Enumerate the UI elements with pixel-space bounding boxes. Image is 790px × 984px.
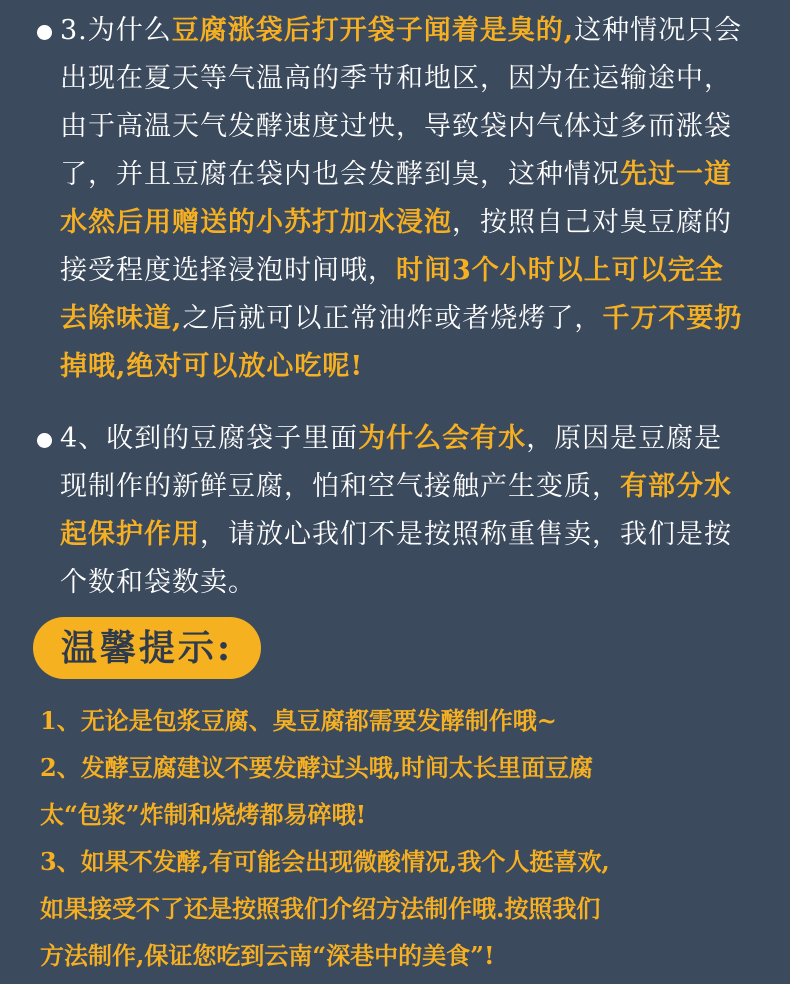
tip-line: 太“包浆”炸制和烧烤都易碎哦! xyxy=(40,800,367,829)
tip-line: 如果接受不了还是按照我们介绍方法制作哦.按照我们 xyxy=(40,894,601,923)
item-3-highlight-2: 先过一道水然后用赠送的小苏打加水浸泡 xyxy=(60,159,732,238)
item-4-highlight-2: 有部分水起保护作用 xyxy=(60,471,732,550)
paragraph-item-4 xyxy=(60,415,750,607)
item-3-highlight-3: 时间3个小时以上可以完全去除味道, xyxy=(60,255,724,334)
item-3-text-3: 之后就可以正常油炸或者烧烤了， xyxy=(182,303,603,334)
tips-badge: 温馨提示: xyxy=(33,617,261,679)
tip-line: 方法制作,保证您吃到云南“深巷中的美食”! xyxy=(40,941,495,970)
tip-line: 1、无论是包浆豆腐、臭豆腐都需要发酵制作哦~ xyxy=(40,706,557,735)
tip-line: 2、发酵豆腐建议不要发酵过头哦,时间太长里面豆腐 xyxy=(40,753,594,782)
item-4-text-1: ，原因是豆腐是现制作的新鲜豆腐，怕和空气接触产生变质， xyxy=(60,423,723,502)
item-3-highlight-1: 豆腐涨袋后打开袋子闻着是臭的, xyxy=(171,15,575,46)
item-3-text-1: 这种情况只会出现在夏天等气温高的季节和地区，因为在运输途中，由于高温天气发酵速度过快，导致袋内气体过多而涨袋了，并且豆腐在袋内也会发酵到臭，这种情况 xyxy=(60,15,743,190)
paragraph-item-3 xyxy=(60,7,750,391)
item-3-text-2: ，按照自己对臭豆腐的接受程度选择浸泡时间哦， xyxy=(60,207,732,286)
item-3-prefix: 3.为什么 xyxy=(60,15,172,46)
item-4-text-2: ，请放心我们不是按照称重售卖，我们是按个数和袋数卖。 xyxy=(60,519,732,598)
item-3-highlight-4: 千万不要扔掉哦,绝对可以放心吃呢! xyxy=(60,303,743,382)
bullet-icon xyxy=(37,25,52,40)
tip-line: 3、如果不发酵,有可能会出现微酸情况,我个人挺喜欢, xyxy=(40,847,610,876)
item-4-prefix: 4、收到的豆腐袋子里面 xyxy=(60,423,359,454)
item-4-highlight-1: 为什么会有水 xyxy=(358,423,527,454)
tips-list xyxy=(40,697,760,979)
bullet-icon xyxy=(37,433,52,448)
